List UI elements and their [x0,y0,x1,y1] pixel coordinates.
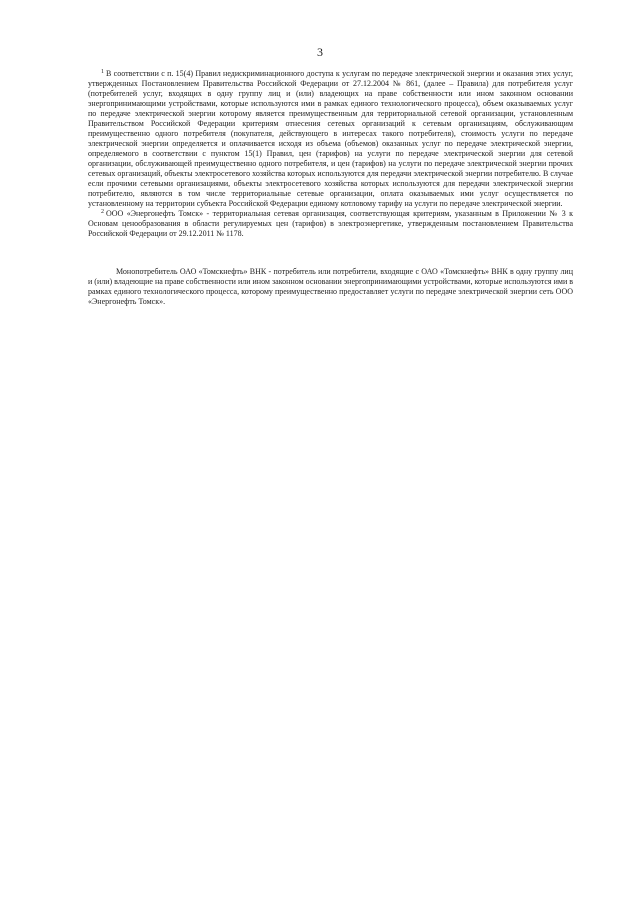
footnote-1 [88,69,573,209]
footnote-marker: 2 [101,209,104,215]
footnote-text: В соответствии с п. 15(4) Правил недискриминационного доступа к услугам по передаче электрической энергии и оказания этих услуг, утвержденных Постановлением Правительства Российской Федерации от 27.12.2004 № 861, (далее – Правила) для потребителя услуг (потребителей услуг, входящих в одну группу лиц и (или) владеющих на праве собственности или ином законном основании энергопринимающими устройствами, которые используются ими в рамках единого технологического процесса), объем оказываемых услуг по передаче электрической энергии которому является преимущественным для территориальной сетевой организации, установленным Правительством Российской Федерации критериям отнесения сетевых организаций к сетевым организациям, обслуживающим преимущественно одного потребителя (покупателя, действующего в интересах такого потребителя), стоимость услуги по передаче электрической энергии определяется и оплачивается исходя из объема (объемов) оказанных услуг по передаче электрической энергии, определяемого в соответствии с пунктом 15(1) Правил, цен (тарифов) на услуги по передаче электрической энергии для сетевой организации, обслуживающей преимущественно одного потребителя, и цен (тарифов) на услуги по передаче электрической энергии прочих сетевых организаций, объекты электросетевого хозяйства которых используются для передачи электрической энергии потребителю. В случае если прочими сетевыми организациями, объекты электросетевого хозяйства которых используются для передачи электрической энергии потребителю, являются в том числе территориальные сетевые организации, оплата оказываемых ими услуг осуществляется по установленному на территории субъекта Российской Федерации единому котловому тарифу на услуги по передаче электрической энергии. [88,69,573,208]
page-number: 3 [317,45,323,59]
footnote-text: ООО «Энергонефть Томск» - территориальная сетевая организация, соответствующая критериям, указанным в Приложении № 3 к Основам ценообразования в области регулируемых цен (тарифов) в электроэнергетике, утвержденным постановлением Правительства Российской Федерации от 29.12.2011 № 1178. [88,209,573,238]
body-paragraph: Монопотребитель ОАО «Томскнефть» ВНК - потребитель или потребители, входящие с ОАО «Томскнефть» ВНК в одну группу лиц и (или) владеющие на праве собственности или ином законном основании энергопринимающими устройствами, которые используются ими в рамках единого технологического процесса, которому преимущественно предоставляет услуги по передаче электрической энергии сеть ООО «Энергонефть Томск». [88,267,574,306]
footnote-marker: 1 [101,69,104,75]
page-content [88,69,573,307]
footnote-2 [88,209,573,239]
